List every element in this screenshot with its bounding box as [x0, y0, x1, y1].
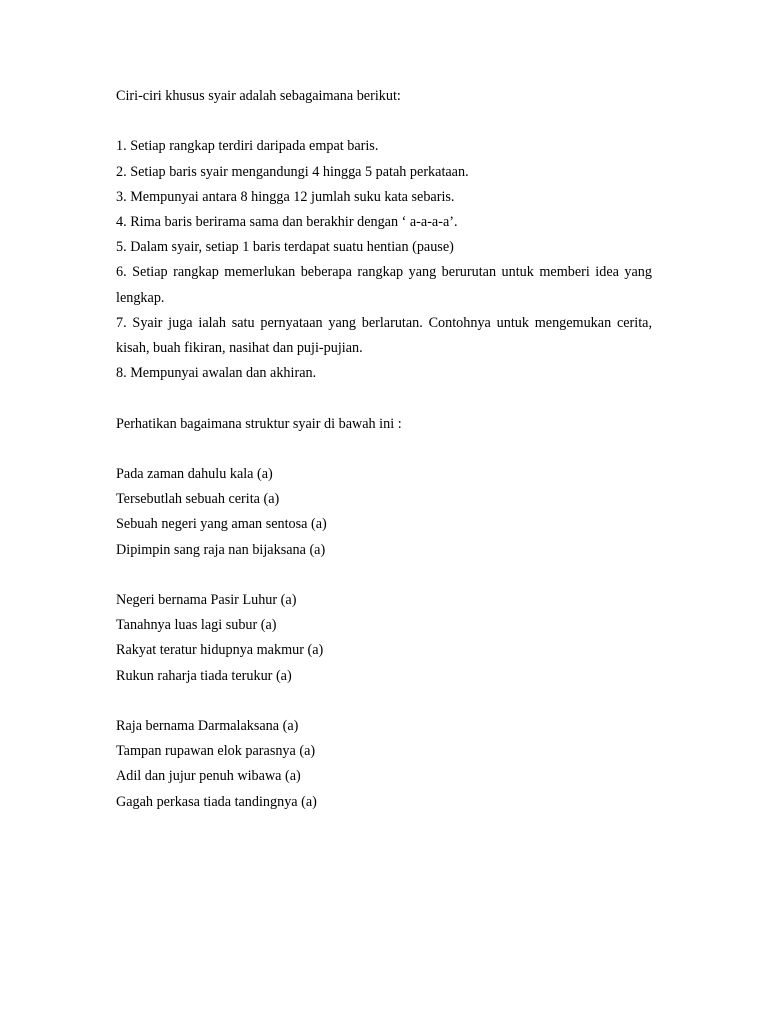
- poem-line: Gagah perkasa tiada tandingnya (a): [116, 793, 317, 810]
- poem-line: Dipimpin sang raja nan bijaksana (a): [116, 541, 326, 558]
- poem-line: Rakyat teratur hidupnya makmur (a): [116, 642, 324, 659]
- poem-line: Tersebutlah sebuah cerita (a): [116, 491, 280, 508]
- characteristic-item: 4. Rima baris berirama sama dan berakhir dengan ‘ a-a-a-a’.: [116, 214, 458, 230]
- document-page: [116, 84, 652, 815]
- poem-stanza: [116, 714, 652, 815]
- poem-stanza: [116, 588, 652, 689]
- spacer: [116, 109, 652, 134]
- characteristic-item: 2. Setiap baris syair mengandungi 4 hingga 5 patah perkataan.: [116, 163, 469, 180]
- spacer: [116, 437, 652, 462]
- structure-intro-text: Perhatikan bagaimana struktur syair di bawah ini :: [116, 415, 402, 432]
- characteristic-item: 5. Dalam syair, setiap 1 baris terdapat suatu hentian (pause): [116, 239, 454, 256]
- poem-line: Adil dan jujur penuh wibawa (a): [116, 768, 301, 785]
- characteristic-item: 1. Setiap rangkap terdiri daripada empat baris.: [116, 138, 379, 155]
- spacer: [116, 386, 652, 411]
- poem-line: Rukun raharja tiada terukur (a): [116, 667, 292, 684]
- characteristic-item: 8. Mempunyai awalan dan akhiran.: [116, 365, 317, 382]
- poem-line: Raja bernama Darmalaksana (a): [116, 718, 299, 734]
- poem-line: Sebuah negeri yang aman sentosa (a): [116, 516, 327, 533]
- poem-stanza: [116, 462, 652, 563]
- poem-line: Tanahnya luas lagi subur (a): [116, 617, 277, 634]
- characteristic-item: 6. Setiap rangkap memerlukan beberapa rangkap yang berurutan untuk memberi idea yang lengkap.: [116, 264, 652, 306]
- poem-line: Negeri bernama Pasir Luhur (a): [116, 592, 297, 608]
- characteristic-item: 7. Syair juga ialah satu pernyataan yang berlarutan. Contohnya untuk mengemukan cerita, kisah, buah fikiran, nasihat dan puji-pujian.: [116, 314, 652, 357]
- poem-line: Tampan rupawan elok parasnya (a): [116, 743, 316, 760]
- characteristic-item: 3. Mempunyai antara 8 hingga 12 jumlah suku kata sebaris.: [116, 188, 455, 205]
- spacer: [116, 689, 652, 714]
- spacer: [116, 563, 652, 588]
- poem-line: Pada zaman dahulu kala (a): [116, 466, 273, 482]
- intro-text: Ciri-ciri khusus syair adalah sebagaimana berikut:: [116, 88, 401, 104]
